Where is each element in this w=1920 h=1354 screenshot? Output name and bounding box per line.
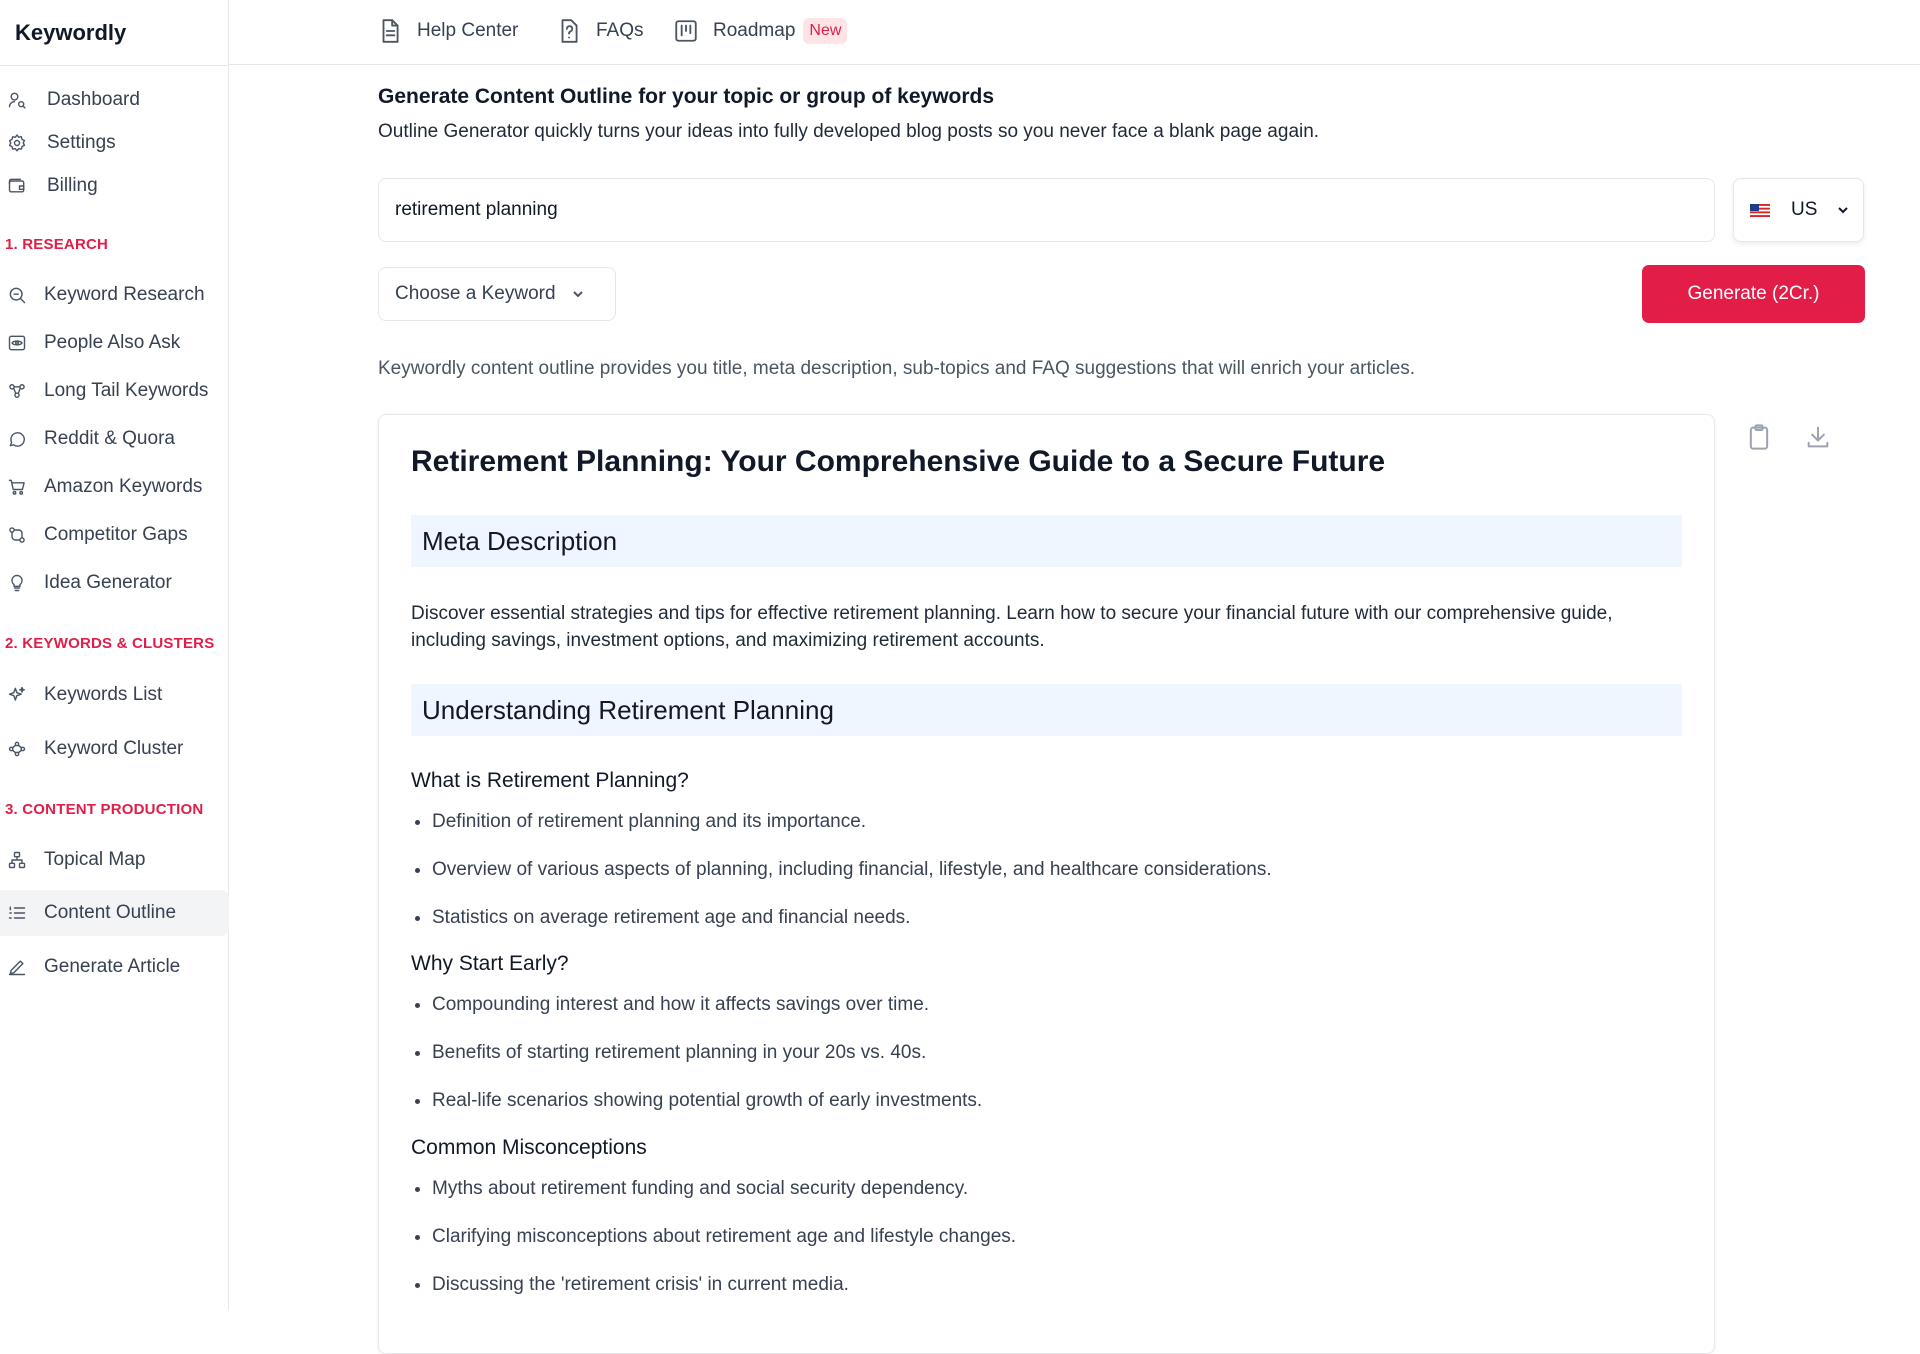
sidebar-item-label: Keywords List — [44, 684, 163, 705]
list-item: Real-life scenarios showing potential growth of early investments. — [415, 1090, 982, 1112]
sidebar-item-label: Amazon Keywords — [44, 476, 203, 497]
sidebar-item-label: Keyword Cluster — [44, 738, 184, 759]
country-select[interactable] — [1733, 178, 1864, 242]
list-item: Statistics on average retirement age and financial needs. — [415, 907, 910, 929]
help-center-label: Help Center — [417, 20, 519, 41]
sidebar-item-generate-article[interactable] — [0, 944, 229, 990]
sidebar — [0, 0, 229, 1310]
clipboard-icon — [1745, 423, 1773, 451]
keyword-select-label: Choose a Keyword — [395, 283, 556, 304]
help-center-link[interactable] — [377, 18, 518, 44]
page-subtitle: Outline Generator quickly turns your ideas into fully developed blog posts so you never face a blank page again. — [378, 121, 1320, 142]
lightbulb-icon — [6, 572, 28, 594]
sidebar-item-keywords-list[interactable] — [0, 672, 229, 718]
section-heading: Understanding Retirement Planning — [411, 684, 1682, 736]
sidebar-item-label: Long Tail Keywords — [44, 380, 209, 401]
sidebar-item-keyword-cluster[interactable] — [0, 726, 229, 772]
sidebar-item-label: Settings — [47, 132, 116, 153]
section-label-keywords-clusters: 2. KEYWORDS & CLUSTERS — [5, 635, 215, 652]
question-file-icon — [556, 18, 582, 44]
compare-icon — [6, 524, 28, 546]
copy-button[interactable] — [1745, 423, 1773, 451]
list-item: Overview of various aspects of planning, including financial, lifestyle, and healthcare considerations. — [415, 859, 1272, 881]
cart-icon — [6, 476, 28, 498]
list-item: Clarifying misconceptions about retirement age and lifestyle changes. — [415, 1226, 1016, 1248]
sidebar-item-idea-generator[interactable] — [0, 560, 229, 606]
list-item: Discussing the 'retirement crisis' in current media. — [415, 1274, 849, 1296]
list-item: Definition of retirement planning and its importance. — [415, 811, 866, 833]
download-button[interactable] — [1804, 423, 1832, 451]
sidebar-item-label: Content Outline — [44, 902, 177, 923]
sidebar-item-people-also-ask[interactable] — [0, 320, 229, 366]
list-item: Myths about retirement funding and social security dependency. — [415, 1178, 968, 1200]
chevron-down-icon — [1835, 202, 1851, 218]
sidebar-item-long-tail-keywords[interactable] — [0, 368, 229, 414]
download-icon — [1804, 423, 1832, 451]
section-label-research: 1. RESEARCH — [5, 236, 109, 253]
sidebar-item-content-outline[interactable] — [0, 890, 229, 936]
topic-input[interactable] — [378, 178, 1715, 242]
sidebar-item-label: Reddit & Quora — [44, 428, 175, 449]
us-flag-icon — [1750, 204, 1770, 217]
chat-bubble-icon — [6, 428, 28, 450]
roadmap-link[interactable] — [673, 18, 847, 44]
sitemap-icon — [6, 849, 28, 871]
search-icon — [6, 284, 28, 306]
list-item: Compounding interest and how it affects savings over time. — [415, 994, 929, 1016]
sidebar-item-settings[interactable] — [0, 120, 229, 166]
sidebar-item-reddit-quora[interactable] — [0, 416, 229, 462]
brand-logo[interactable]: Keywordly — [15, 20, 127, 45]
section-label-content-production: 3. CONTENT PRODUCTION — [5, 801, 204, 818]
subsection-heading: What is Retirement Planning? — [411, 769, 689, 792]
country-label: US — [1791, 199, 1818, 220]
sidebar-item-label: Keyword Research — [44, 284, 205, 305]
outline-actions — [1745, 423, 1863, 451]
subsection-heading: Why Start Early? — [411, 952, 569, 975]
divider — [0, 65, 229, 66]
faqs-label: FAQs — [596, 20, 644, 41]
top-bar — [229, 0, 1920, 65]
eye-icon — [6, 332, 28, 354]
document-icon — [377, 18, 403, 44]
sidebar-item-label: Competitor Gaps — [44, 524, 188, 545]
sidebar-item-keyword-research[interactable] — [0, 272, 229, 318]
wallet-icon — [6, 175, 28, 197]
new-badge: New — [803, 18, 847, 44]
faqs-link[interactable] — [556, 18, 644, 44]
meta-description-heading: Meta Description — [411, 515, 1682, 567]
article-title: Retirement Planning: Your Comprehensive Guide to a Secure Future — [411, 445, 1386, 478]
generate-button[interactable]: Generate (2Cr.) — [1642, 265, 1865, 323]
sidebar-item-billing[interactable] — [0, 163, 229, 209]
gear-icon — [6, 132, 28, 154]
sparkles-icon — [6, 684, 28, 706]
chevron-down-icon — [570, 286, 586, 302]
sidebar-item-label: Billing — [47, 175, 98, 196]
subsection-heading: Common Misconceptions — [411, 1136, 647, 1159]
page-title: Generate Content Outline for your topic or group of keywords — [378, 85, 995, 108]
keyword-select[interactable] — [378, 267, 616, 321]
helper-text: Keywordly content outline provides you title, meta description, sub-topics and FAQ suggestions that will enrich your articles. — [378, 358, 1416, 379]
sidebar-item-label: Generate Article — [44, 956, 181, 977]
roadmap-label: Roadmap — [713, 20, 796, 41]
sidebar-item-label: Idea Generator — [44, 572, 172, 593]
roadmap-icon — [673, 18, 699, 44]
sidebar-item-dashboard[interactable] — [0, 77, 229, 123]
list-item: Benefits of starting retirement planning in your 20s vs. 40s. — [415, 1042, 926, 1064]
nodes-icon — [6, 380, 28, 402]
list-icon — [6, 902, 28, 924]
sidebar-item-amazon-keywords[interactable] — [0, 464, 229, 510]
sidebar-item-label: People Also Ask — [44, 332, 181, 353]
cluster-icon — [6, 738, 28, 760]
outline-card — [378, 414, 1715, 1354]
sidebar-item-topical-map[interactable] — [0, 837, 229, 883]
sidebar-item-competitor-gaps[interactable] — [0, 512, 229, 558]
user-search-icon — [6, 89, 28, 111]
pencil-icon — [6, 956, 28, 978]
sidebar-item-label: Dashboard — [47, 89, 140, 110]
sidebar-item-label: Topical Map — [44, 849, 146, 870]
meta-description-text: Discover essential strategies and tips for effective retirement planning. Learn how to secure your financial future with our comprehensive guide, including savings, investment options, and maximizing retirement accounts. — [411, 603, 1613, 651]
